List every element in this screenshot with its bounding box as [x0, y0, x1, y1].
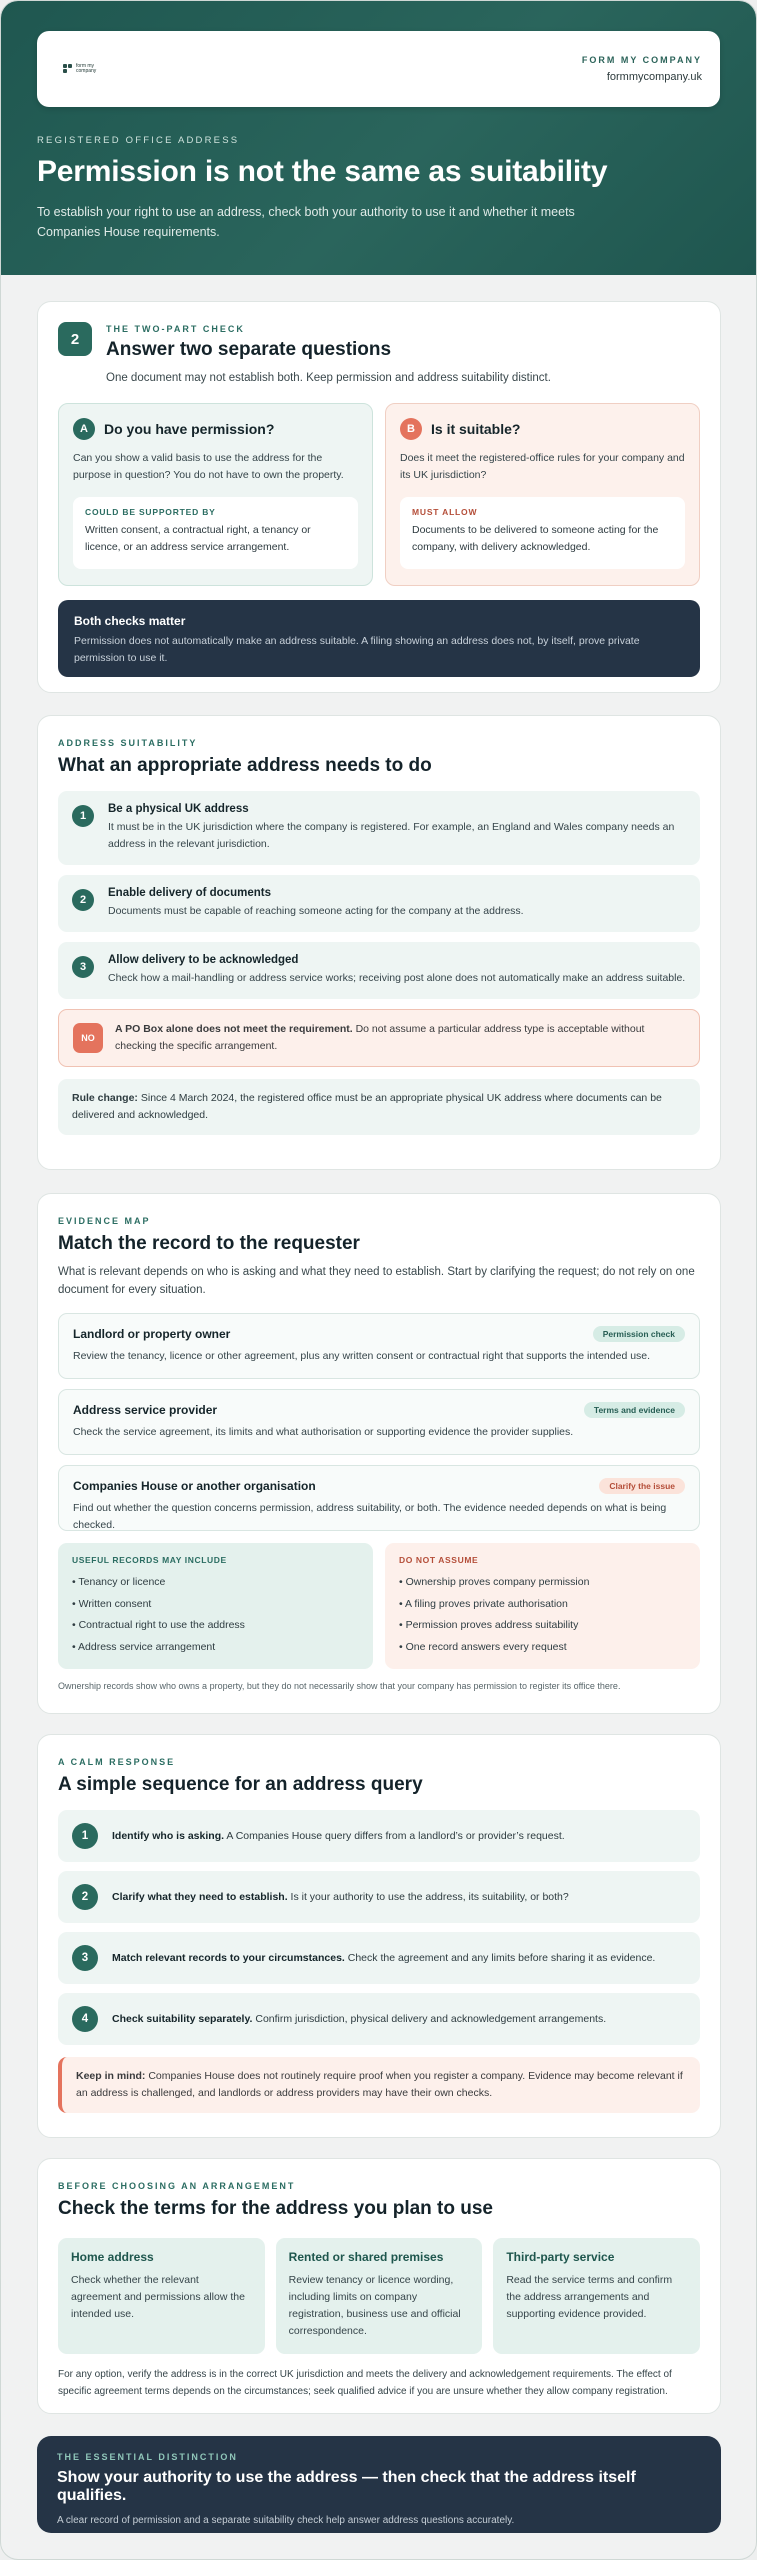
- suitability-box: [385, 403, 700, 586]
- step-bold: Match relevant records to your circumstances.: [112, 1952, 345, 1964]
- requirement-title: Enable delivery of documents: [108, 887, 271, 899]
- page-title: Permission is not the same as suitability: [37, 155, 608, 188]
- option-card: [276, 2238, 483, 2354]
- note-text: Permission does not automatically make an address suitable. A filing showing an address does not, by itself, prove private permission to use it.: [74, 635, 640, 664]
- logo-text: form my company: [76, 63, 97, 74]
- evidence-row-title: Companies House or another organisation: [73, 1479, 316, 1493]
- list-item: • Contractual right to use the address: [72, 1619, 245, 1631]
- option-title: Home address: [71, 2250, 154, 2264]
- requirement-number: 3: [72, 956, 94, 978]
- suitability-title: Is it suitable?: [431, 421, 521, 437]
- both-checks-note: [58, 600, 700, 677]
- step-number: 4: [72, 2006, 98, 2032]
- list-item: • Tenancy or licence: [72, 1576, 166, 1588]
- step-bold: Identify who is asking.: [112, 1830, 225, 1842]
- brand-bar: [37, 31, 720, 107]
- suitability-label: MUST ALLOW: [412, 507, 478, 517]
- section-eyebrow: EVIDENCE MAP: [58, 1216, 151, 1226]
- rule-change-label: Rule change:: [72, 1092, 138, 1104]
- rule-change-text: Since 4 March 2024, the registered office must be an appropriate physical UK address where documents can be delivered and acknowledged.: [72, 1092, 662, 1121]
- requirement-text: It must be in the UK jurisdiction where the company is registered. For example, an England and Wales company needs an address in the relevant jurisdiction.: [108, 821, 675, 850]
- closing-text: A clear record of permission and a separate suitability check help answer address questions accurately.: [57, 2515, 515, 2526]
- requirement-text: Documents must be capable of reaching someone acting for the company at the address.: [108, 905, 524, 917]
- hero-eyebrow: REGISTERED OFFICE ADDRESS: [37, 135, 240, 146]
- requirement-title: Be a physical UK address: [108, 803, 249, 815]
- evidence-row: [58, 1389, 700, 1455]
- logo[interactable]: [63, 64, 106, 74]
- permission-title: Do you have permission?: [104, 421, 275, 437]
- logo-mark-icon: [63, 64, 73, 74]
- no-badge: NO: [73, 1023, 103, 1053]
- requirement-title: Allow delivery to be acknowledged: [108, 954, 299, 966]
- section-eyebrow: ADDRESS SUITABILITY: [58, 738, 198, 748]
- step-number: 2: [72, 1884, 98, 1910]
- permission-detail: Written consent, a contractual right, a tenancy or licence, or an address service arrangement.: [85, 524, 311, 553]
- section-number-badge: 2: [58, 322, 92, 356]
- warning-bold: A PO Box alone does not meet the requirement.: [115, 1023, 353, 1035]
- po-box-warning: [58, 1009, 700, 1067]
- closing-title: Show your authority to use the address — then check that the address itself qualifies.: [57, 2469, 636, 2504]
- suitability-detail: Documents to be delivered to someone acting for the company, with delivery acknowledged.: [412, 524, 659, 553]
- keep-in-mind-text: Companies House does not routinely require proof when you register a company. Evidence may become relevant if an address is challenged, and landlords or address providers may have their own checks.: [76, 2070, 683, 2099]
- do-not-assume-label: DO NOT ASSUME: [399, 1555, 479, 1565]
- useful-records-label: USEFUL RECORDS MAY INCLUDE: [72, 1555, 227, 1565]
- two-part-check-section: [37, 301, 721, 693]
- step-text: Is it your authority to use the address, its suitability, or both?: [287, 1891, 569, 1903]
- list-item: • Written consent: [72, 1597, 152, 1610]
- option-text: Read the service terms and confirm the address arrangements and supporting evidence provided.: [506, 2274, 673, 2320]
- rule-change-note: [58, 1079, 700, 1135]
- address-suitability-section: [37, 715, 721, 1170]
- requirement-number: 2: [72, 889, 94, 911]
- section-intro: One document may not establish both. Keep permission and address suitability distinct.: [106, 372, 551, 384]
- list-item: • Address service arrangement: [72, 1640, 216, 1653]
- list-item: • Permission proves address suitability: [399, 1619, 579, 1631]
- section-title: Check the terms for the address you plan to use: [58, 2198, 493, 2219]
- letter-b-badge: B: [400, 418, 422, 440]
- step-item: [58, 1810, 700, 1862]
- section-title: What an appropriate address needs to do: [58, 755, 432, 776]
- step-item: [58, 1871, 700, 1923]
- section-eyebrow: BEFORE CHOOSING AN ARRANGEMENT: [58, 2181, 296, 2191]
- essential-distinction-banner: [37, 2436, 721, 2533]
- check-terms-section: [37, 2158, 721, 2414]
- requirement-item: [58, 875, 700, 932]
- evidence-row-text: Find out whether the question concerns permission, address suitability, or both. The evidence needed depends on what is being checked.: [73, 1502, 667, 1531]
- terms-footer: For any option, verify the address is in the correct UK jurisdiction and meets the delivery and acknowledgement requirements. The effect of specific agreement terms depends on the circumstances; seek qualified advice if you are unsure whether they allow company registration.: [58, 2369, 672, 2397]
- requirement-item: [58, 791, 700, 865]
- list-item: • One record answers every request: [399, 1640, 567, 1653]
- list-item: • A filing proves private authorisation: [399, 1597, 568, 1610]
- status-badge: Terms and evidence: [584, 1402, 685, 1418]
- letter-a-badge: A: [73, 418, 95, 440]
- brand-url[interactable]: formmycompany.uk: [606, 71, 702, 83]
- step-number: 3: [72, 1945, 98, 1971]
- brand-name: FORM MY COMPANY: [581, 55, 702, 65]
- option-text: Check whether the relevant agreement and permissions allow the intended use.: [71, 2274, 245, 2320]
- warning-text: Do not assume a particular address type is acceptable without checking the specific arrangement.: [115, 1023, 645, 1052]
- step-bold: Check suitability separately.: [112, 2013, 253, 2025]
- hero: [1, 1, 756, 275]
- section-title: Answer two separate questions: [106, 339, 392, 360]
- requirement-number: 1: [72, 805, 94, 827]
- section-intro: What is relevant depends on who is asking and what they need to establish. Start by clarifying the request; do not rely on one document for every situation.: [58, 1266, 695, 1296]
- list-item: • Ownership proves company permission: [399, 1576, 590, 1588]
- section-title: Match the record to the requester: [58, 1233, 360, 1254]
- status-badge: Clarify the issue: [599, 1478, 685, 1494]
- evidence-row-text: Check the service agreement, its limits and what authorisation or supporting evidence the provider supplies.: [73, 1426, 574, 1438]
- step-bold: Clarify what they need to establish.: [112, 1891, 288, 1903]
- permission-box: [58, 403, 373, 586]
- do-not-assume-box: [385, 1543, 700, 1669]
- option-card: [493, 2238, 700, 2354]
- evidence-row: [58, 1313, 700, 1379]
- suitability-text: Does it meet the registered-office rules for your company and its UK jurisdiction?: [400, 452, 685, 481]
- useful-records-box: [58, 1543, 373, 1669]
- section-eyebrow: A CALM RESPONSE: [58, 1757, 176, 1767]
- keep-in-mind-note: [58, 2057, 700, 2113]
- requirement-item: [58, 942, 700, 999]
- step-item: [58, 1932, 700, 1984]
- requirement-text: Check how a mail-handling or address service works; receiving post alone does not automatically make an address suitable.: [108, 972, 686, 984]
- hero-intro: To establish your right to use an address, check both your authority to use it and whether it meets Companies House requirements.: [37, 205, 575, 239]
- note-title: Both checks matter: [74, 614, 186, 628]
- calm-response-section: [37, 1734, 721, 2138]
- evidence-row-text: Review the tenancy, licence or other agreement, plus any written consent or contractual right that supports the intended use.: [73, 1350, 651, 1362]
- step-number: 1: [72, 1823, 98, 1849]
- step-text: Confirm jurisdiction, physical delivery and acknowledgement arrangements.: [252, 2013, 607, 2025]
- step-text: Check the agreement and any limits before sharing it as evidence.: [344, 1952, 656, 1964]
- step-item: [58, 1993, 700, 2045]
- permission-text: Can you show a valid basis to use the address for the purpose in question? You do not have to own the property.: [73, 452, 344, 481]
- keep-in-mind-label: Keep in mind:: [76, 2070, 146, 2082]
- closing-eyebrow: THE ESSENTIAL DISTINCTION: [57, 2452, 238, 2462]
- section-title: A simple sequence for an address query: [58, 1774, 423, 1795]
- evidence-row: [58, 1465, 700, 1531]
- section-eyebrow: THE TWO-PART CHECK: [106, 324, 245, 334]
- option-text: Review tenancy or licence wording, including limits on company registration, business use and official correspondence.: [288, 2274, 461, 2337]
- step-text: A Companies House query differs from a landlord’s or provider’s request.: [224, 1830, 565, 1842]
- evidence-row-title: Landlord or property owner: [73, 1327, 231, 1341]
- permission-label: COULD BE SUPPORTED BY: [85, 507, 216, 517]
- option-title: Rented or shared premises: [288, 2250, 444, 2264]
- evidence-footnote: Ownership records show who owns a property, but they do not necessarily show that your company has permission to register its office there.: [58, 1681, 621, 1691]
- evidence-map-section: [37, 1193, 721, 1714]
- status-badge: Permission check: [593, 1326, 685, 1342]
- option-title: Third-party service: [506, 2250, 615, 2264]
- evidence-row-title: Address service provider: [73, 1403, 218, 1417]
- option-card: [58, 2238, 265, 2354]
